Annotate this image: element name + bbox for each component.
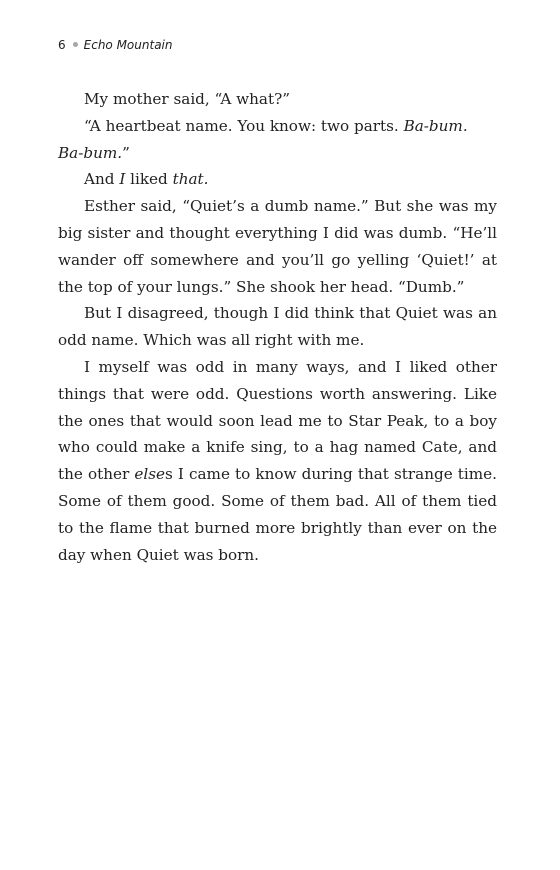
italic-text: that. xyxy=(172,170,209,189)
paragraph xyxy=(58,300,497,354)
italic-text: I xyxy=(119,170,126,189)
body-text xyxy=(58,86,497,568)
paragraph xyxy=(58,166,497,193)
text-run: “A heartbeat name. You know: two parts. xyxy=(84,116,404,135)
running-head xyxy=(58,37,173,53)
italic-text: Ba-bum. Ba-bum. xyxy=(58,116,468,162)
paragraph xyxy=(58,354,497,568)
separator-dot-icon xyxy=(73,42,78,47)
text-run: My mother said, “A what?” xyxy=(84,90,290,108)
text-run: I myself was odd in many ways, and I liked other things that were odd. Questions worth answering. Like the ones that would soon lead me to Star Peak, to a boy who could make a knife sing, to a hag named Cate, and the other xyxy=(58,357,497,484)
paragraph xyxy=(58,86,497,113)
text-run: ” xyxy=(122,143,130,162)
text-run: But I disagreed, though I did think that Quiet was an odd name. Which was all right with me. xyxy=(58,304,497,350)
text-run: Esther said, “Quiet’s a dumb name.” But she was my big sister and thought everything I did was dumb. “He’ll wander off somewhere and you’ll go yelling ‘Quiet!’ at the top of your lungs.” She shook her head. “Dumb.” xyxy=(58,197,497,296)
italic-text: else xyxy=(134,465,165,484)
book-title: Echo Mountain xyxy=(83,38,173,52)
text-run: liked xyxy=(125,170,173,189)
page-number: 6 xyxy=(58,38,66,52)
paragraph xyxy=(58,193,497,300)
paragraph xyxy=(58,113,497,167)
text-run: s I came to know during that strange time. Some of them good. Some of them bad. All of them tied to the flame that burned more brightly than ever on the day when Quiet was born. xyxy=(58,465,497,564)
text-run: And xyxy=(84,170,120,189)
